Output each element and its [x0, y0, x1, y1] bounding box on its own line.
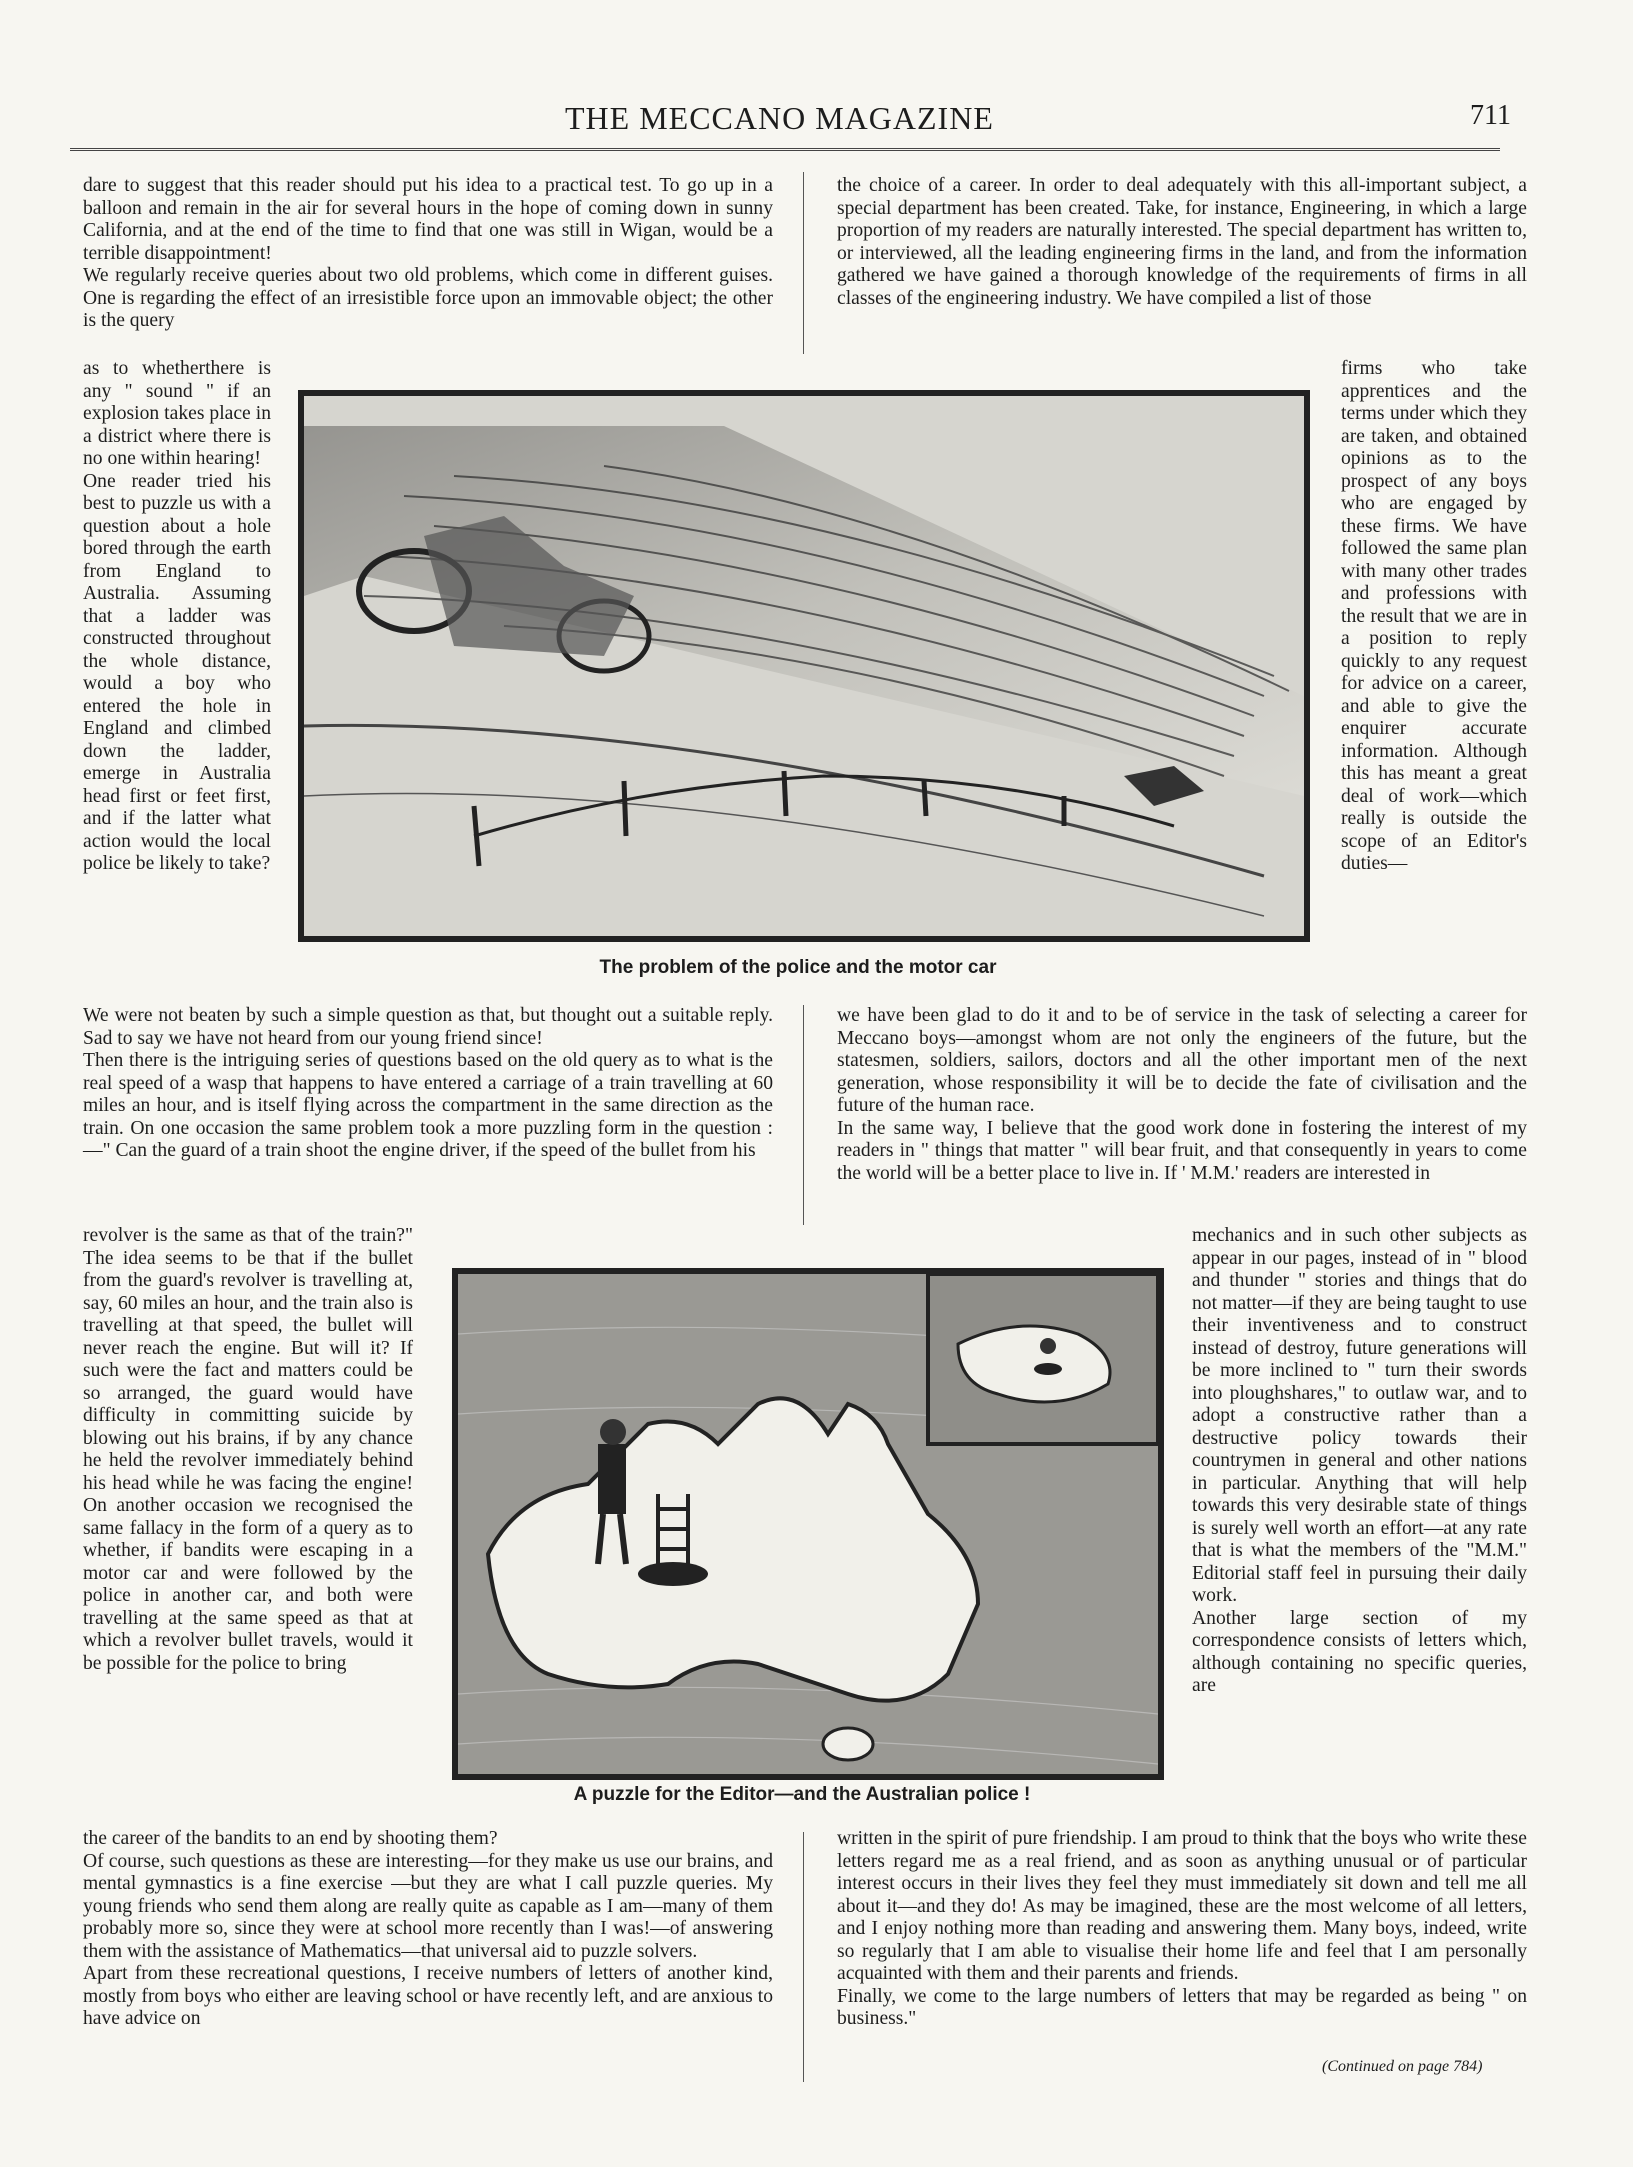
right-narrow-text-2: mechanics and in such other subjects as appear in our pages, instead of in " blood and thunder " stories and things that do not matter—if they are being taught to use their inventiveness and to construct instead of destroy, future generations will be more inclined to " turn their swords into ploughshares," to outlaw war, and to adopt a constructive rather than a destructive policy towards their countrymen in general and other nations in particular. Anything that will help towards this very desirable state of things is surely well worth an effort—at any rate that is what the members of the "M.M." Editorial staff feel in pursuing their daily work. Another large section of my correspondence consists of letters which, although containing no specific queries, are: [1192, 1225, 1527, 1696]
page-number: 711: [1470, 100, 1511, 131]
left-bottom-text: the career of the bandits to an end by shooting them? Of course, such questions as these are interesting—for they make us use our brains, and mental gymnastics is a fine exercise —but they are what I call puzzle queries. My young friends who send them along are really quite as capable as I am—many of them probably more so, since they were at school more recently than I was!—of answering them with the assistance of Mathematics—that universal aid to puzzle solvers. Apart from these recreational questions, I receive numbers of letters of another kind, mostly from boys who either are leaving school or have recently left, and are anxious to have advice on: [83, 1828, 773, 2029]
left-top-text: dare to suggest that this reader should put his idea to a practical test. To go up in a balloon and remain in the air for several hours in the hope of coming down in sunny California, and at the end of the time to find that one was still in Wigan, would be a terrible disappointment! We regularly receive queries about two old problems, which come in different guises. One is regarding the effect of an irresistible force upon an immovable object; the other is the query: [83, 175, 773, 331]
column-divider: [803, 1832, 804, 2082]
masthead-title: THE MECCANO MAGAZINE: [565, 100, 994, 136]
australia-caption: A puzzle for the Editor—and the Australian police !: [573, 1784, 1031, 1805]
police-car-caption: The problem of the police and the motor car: [599, 957, 997, 978]
boy-icon: [1040, 1338, 1056, 1354]
left-narrow-text-1: as to whetherthere is any " sound " if an explosion takes place in a district where there is no one within hearing! One reader tried his best to puzzle us with a question about a hole bored through the earth from England to Australia. Assuming that a ladder was constructed throughout the whole distance, would a boy who entered the hole in England and climbed down the ladder, emerge in Australia head first or feet first, and if the latter what action would the local police be likely to take?: [83, 358, 271, 874]
column-divider: [803, 1005, 804, 1225]
column-divider: [803, 172, 804, 354]
right-narrow-text-1: firms who take apprentices and the terms under which they are taken, and obtained opinions as to the prospect of any boys who are engaged by these firms. We have followed the same plan with many other trades and professions with the result that we are in a position to reply quickly to any request for advice on a career, and able to give the enquirer accurate information. Although this has meant a great deal of work—which really is outside the scope of an Editor's duties—: [1341, 358, 1527, 874]
continued-note: (Continued on page 784): [1322, 2058, 1483, 2075]
tasmania-icon: [823, 1728, 873, 1760]
hole-icon: [638, 1562, 708, 1586]
right-bottom-text: written in the spirit of pure friendship. I am proud to think that the boys who write these letters regard me as a real friend, and as soon as anything unusual or of particular interest occurs in their lives they feel they must immediately sit down and tell me all about it—and they do! As may be imagined, these are the most welcome of all letters, and I enjoy nothing more than reading and answering them. Many boys, indeed, write so regularly that I am able to visualise their home life and feel that I am personally acquainted with them and their parents and friends. Finally, we come to the large numbers of letters that may be regarded as being " on business.": [837, 1828, 1528, 2029]
australia-map-drawing: [458, 1274, 1158, 1774]
right-mid-text: we have been glad to do it and to be of service in the task of selecting a career for Meccano boys—amongst whom are not only the engineers of the future, but the statesmen, soldiers, sailors, doctors and all the other important men of the next generation, whose responsibility it will be to decide the fate of civilisation and the future of the human race. In the same way, I believe that the good work done in fostering the interest of my readers in " things that matter " will bear fruit, and that consequently in years to come the world will be a better place to live in. If ' M.M.' readers are interested in: [837, 1005, 1527, 1184]
police-car-drawing: [304, 396, 1304, 936]
australia-illustration: [452, 1268, 1164, 1780]
header-rule: [70, 148, 1500, 153]
right-top-text: the choice of a career. In order to deal adequately with this all-important subject, a special department has been created. Take, for instance, Engineering, in which a large proportion of my readers are naturally interested. The special department has written to, or interviewed, all the leading engineering firms in the land, and from the information gathered we have gained a thorough knowledge of the requirements of firms in all classes of the engineering industry. We have compiled a list of those: [837, 175, 1527, 309]
police-car-illustration: [298, 390, 1310, 942]
left-mid-text: We were not beaten by such a simple question as that, but thought out a suitable reply. Sad to say we have not heard from our young friend since! Then there is the intriguing series of questions based on the old query as to what is the real speed of a wasp that happens to have entered a carriage of a train travelling at 60 miles an hour, and is itself flying across the compartment in the same direction as the train. On one occasion the same problem took a more puzzling form in the question :—" Can the guard of a train shoot the engine driver, if the speed of the bullet from his: [83, 1005, 773, 1161]
left-narrow-text-2: revolver is the same as that of the train?" The idea seems to be that if the bullet from the guard's revolver is travelling at, say, 60 miles an hour, and the train also is travelling at that speed, the bullet will never reach the engine. But will it? If such were the fact and matters could be so arranged, the guard would have difficulty in committing suicide by blowing out his brains, if by any chance he held the revolver immediately behind his head while he was facing the engine! On another occasion we recognised the same fallacy in the form of a query as to whether, if bandits were escaping in a motor car and were followed by the police in another car, and both were travelling at the same speed as that at which a revolver bullet travels, would it be possible for the police to bring: [83, 1225, 413, 1674]
